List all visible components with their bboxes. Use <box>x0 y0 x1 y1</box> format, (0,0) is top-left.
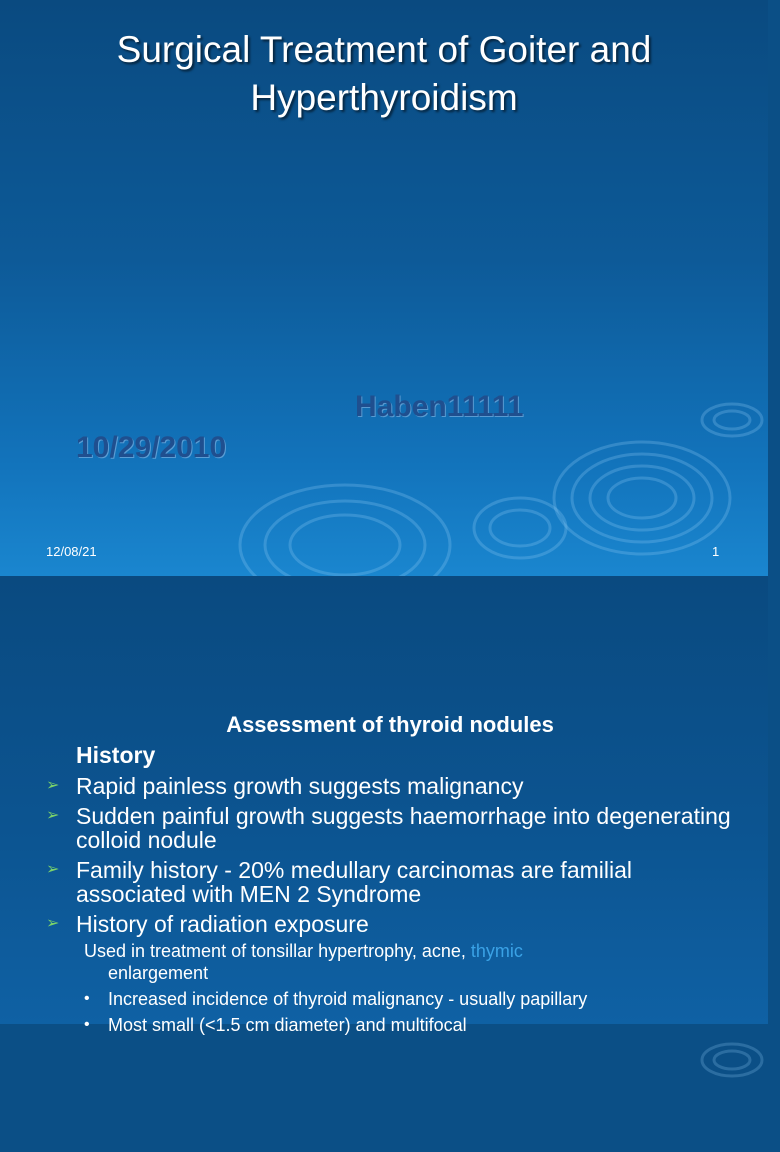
arrow-bullet-icon: ➢ <box>46 807 60 824</box>
author-name: Haben11111 <box>355 390 524 423</box>
dot-bullet-icon: • <box>84 1016 90 1033</box>
arrow-bullet-icon: ➢ <box>46 861 60 878</box>
sub-bullet-item: • Most small (<1.5 cm diameter) and multifocal <box>84 1015 467 1035</box>
radiation-note: Used in treatment of tonsillar hypertrophy, acne, thymic enlargement <box>84 941 523 983</box>
slide-1 <box>0 0 768 576</box>
highlight-text: thymic <box>470 941 523 961</box>
slide-2 <box>0 576 768 1035</box>
footer-date: 12/08/21 <box>46 544 97 559</box>
arrow-bullet-icon: ➢ <box>46 777 60 794</box>
slide-number: 1 <box>712 544 720 559</box>
presentation-date: 10/29/2010 <box>76 431 227 464</box>
slide-heading: Assessment of thyroid nodules <box>226 712 554 737</box>
arrow-bullet-icon: ➢ <box>46 915 60 932</box>
bullet-item: ➢ History of radiation exposure <box>46 911 369 937</box>
section-subheading: History <box>76 742 156 768</box>
bullet-item: ➢ Family history - 20% medullary carcinomas are familial associated with MEN 2 Syndrome <box>46 857 632 907</box>
slide-title: Surgical Treatment of Goiter and Hyperthyroidism <box>116 29 652 118</box>
sub-bullet-item: • Increased incidence of thyroid malignancy - usually papillary <box>84 989 588 1009</box>
dot-bullet-icon: • <box>84 990 90 1007</box>
bullet-item: ➢ Rapid painless growth suggests malignancy <box>46 773 524 799</box>
bullet-item: ➢ Sudden painful growth suggests haemorrhage into degenerating colloid nodule <box>46 803 731 853</box>
bullet-list <box>46 774 746 1036</box>
